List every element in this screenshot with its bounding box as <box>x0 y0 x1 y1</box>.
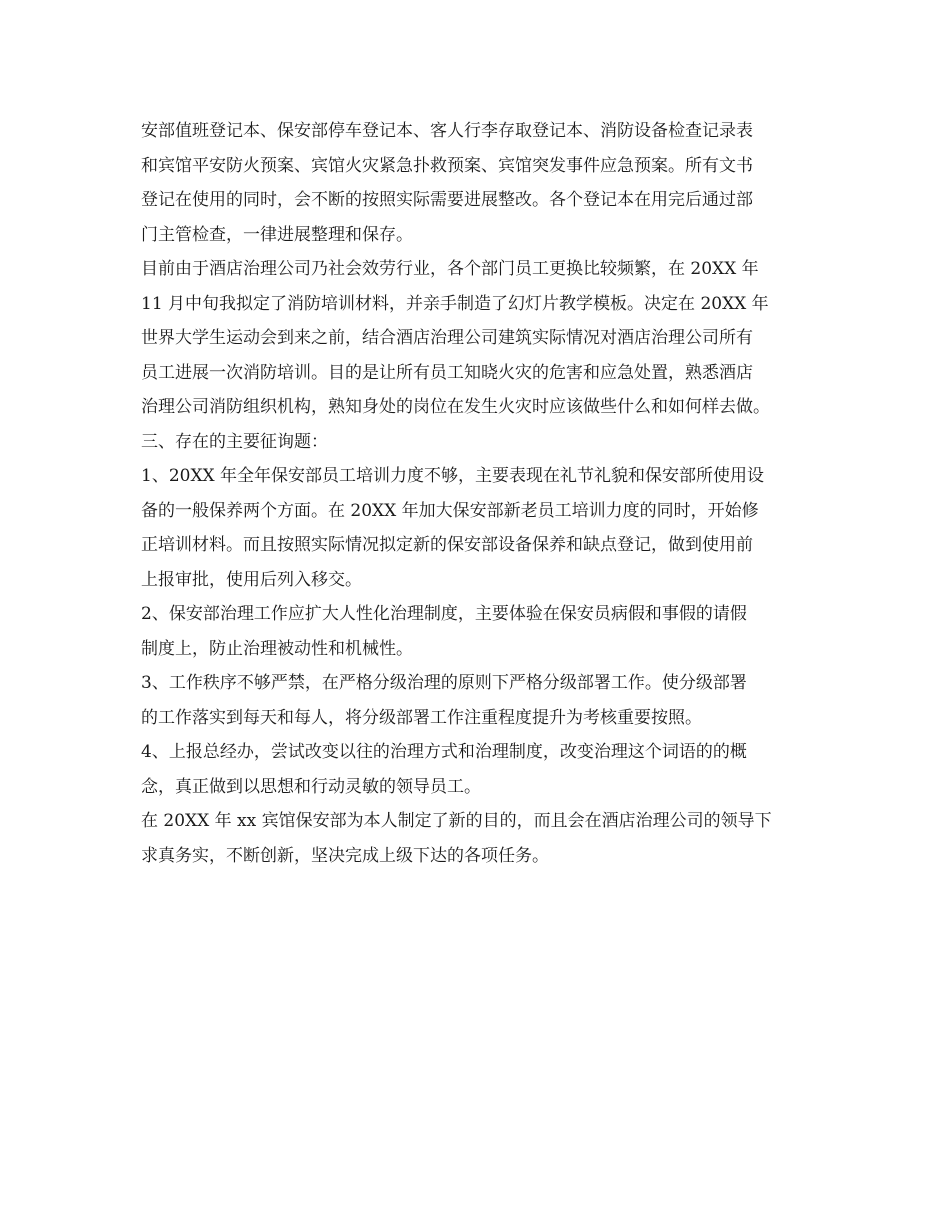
text-line: 门主管检查，一律进展整理和保存。 <box>141 224 413 245</box>
text-line: 的工作落实到每天和每人，将分级部署工作注重程度提升为考核重要按照。 <box>141 707 702 728</box>
text-line: 上报审批，使用后列入移交。 <box>141 569 362 590</box>
text-line: 目前由于酒店治理公司乃社会效劳行业，各个部门员工更换比较频繁，在 20XX 年 <box>141 259 759 279</box>
section-heading: 三、存在的主要征询题： <box>141 431 328 452</box>
text-line: 登记在使用的同时，会不断的按照实际需要进展整改。各个登记本在用完后通过部 <box>141 190 753 210</box>
text-line: 备的一般保养两个方面。在 20XX 年加大保安部新老员工培训力度的同时，开始修 <box>141 500 759 521</box>
text-line: 念，真正做到以思想和行动灵敏的领导员工。 <box>141 776 481 797</box>
list-item-line: 4、上报总经办，尝试改变以往的治理方式和治理制度，改变治理这个词语的的概 <box>141 742 747 762</box>
text-line: 世界大学生运动会到来之前，结合酒店治理公司建筑实际情况对酒店治理公司所有 <box>141 328 753 348</box>
text-line: 求真务实，不断创新，坚决完成上级下达的各项任务。 <box>141 845 549 866</box>
text-line: 员工进展一次消防培训。目的是让所有员工知晓火灾的危害和应急处置，熟悉酒店 <box>141 362 753 383</box>
document-body <box>141 114 831 873</box>
text-line: 治理公司消防组织机构，熟知身处的岗位在发生火灾时应该做些什么和如何样去做。 <box>141 397 770 417</box>
text-line: 在 20XX 年 xx 宾馆保安部为本人制定了新的目的，而且会在酒店治理公司的领导下 <box>141 811 772 831</box>
list-item-line: 2、保安部治理工作应扩大人性化治理制度，主要体验在保安员病假和事假的请假 <box>141 604 747 624</box>
text-line: 11 月中旬我拟定了消防培训材料，并亲手制造了幻灯片教学模板。决定在 20XX 年 <box>141 293 769 314</box>
text-line: 和宾馆平安防火预案、宾馆火灾紧急扑救预案、宾馆突发事件应急预案。所有文书 <box>141 155 753 176</box>
text-line: 安部值班登记本、保安部停车登记本、客人行李存取登记本、消防设备检查记录表 <box>141 121 753 141</box>
text-line: 正培训材料。而且按照实际情况拟定新的保安部设备保养和缺点登记，做到使用前 <box>141 535 753 555</box>
list-item-line: 3、工作秩序不够严禁，在严格分级治理的原则下严格分级部署工作。使分级部署 <box>141 673 747 693</box>
text-line: 制度上，防止治理被动性和机械性。 <box>141 638 413 659</box>
list-item-line: 1、20XX 年全年保安部员工培训力度不够，主要表现在礼节礼貌和保安部所使用设 <box>141 466 765 486</box>
